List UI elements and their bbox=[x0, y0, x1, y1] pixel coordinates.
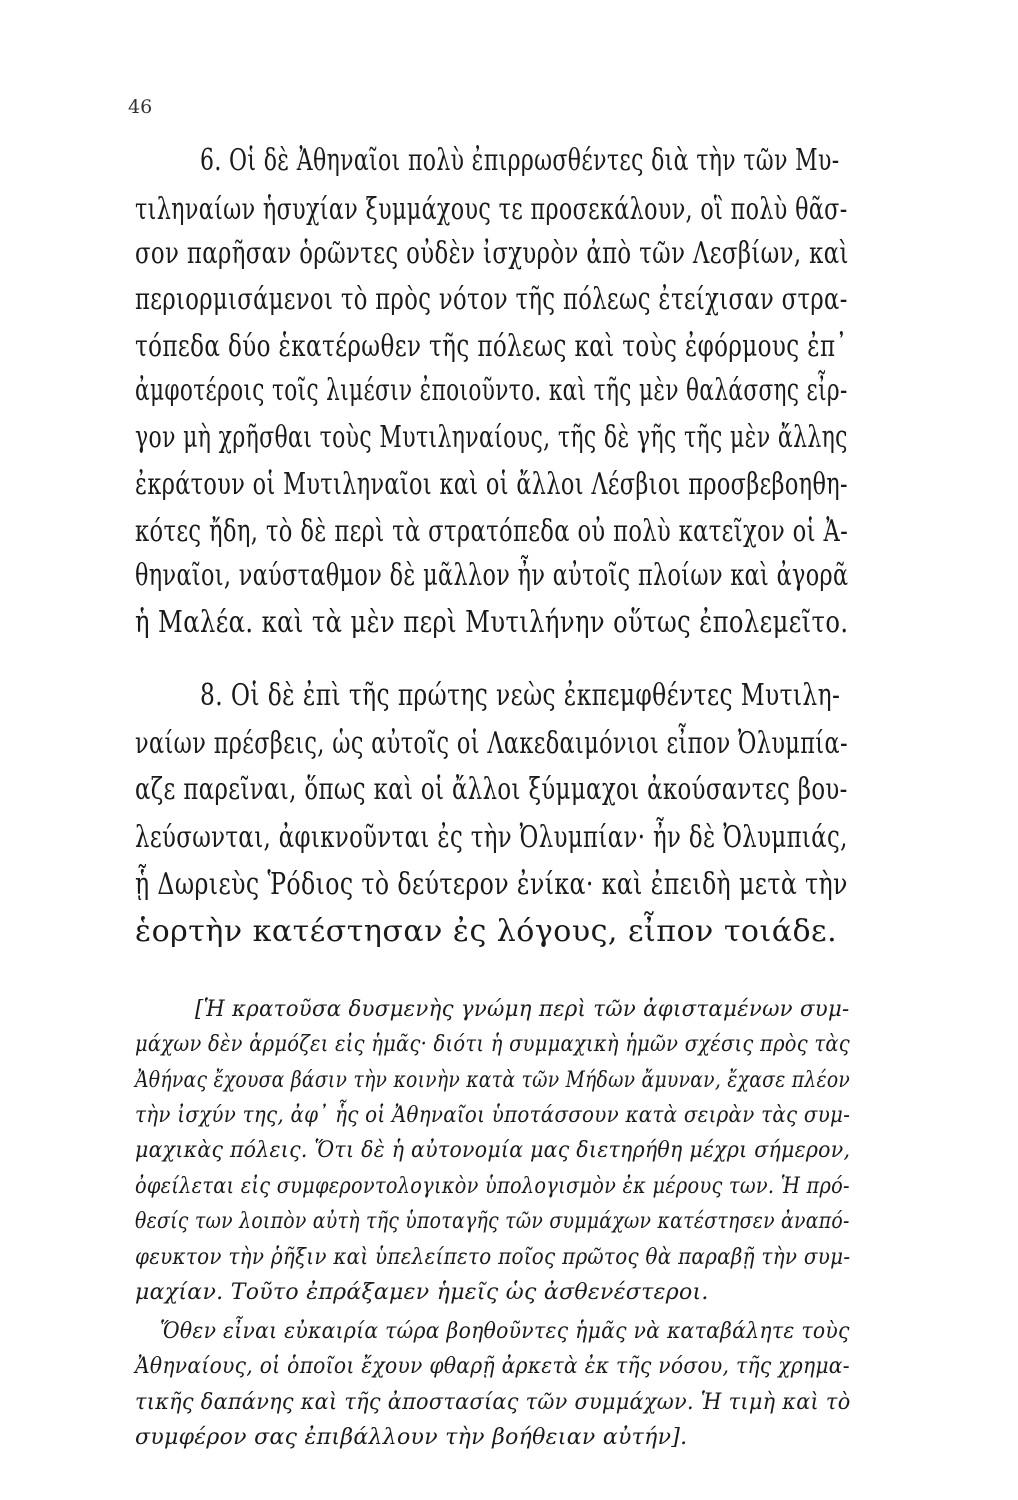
note-line: Ὅθεν εἶναι εὐκαιρία τώρα βοηθοῦντες ἡμᾶς νὰ καταβάλητε τοὺς bbox=[160, 1319, 850, 1344]
text-line: ἡ Μαλέα. καὶ τὰ μὲν περὶ Μυτιλήνην οὕτως ἐπολεμεῖτο. bbox=[135, 605, 849, 640]
note-line: θεσίς των λοιπὸν αὐτὴ τῆς ὑποταγῆς τῶν συμμάχων κατέστησεν ἀναπό- bbox=[135, 1209, 850, 1234]
note-line: μαχικὰς πόλεις. Ὅτι δὲ ἡ αὐτονομία μας διετηρήθη μέχρι σήμερον, bbox=[135, 1138, 851, 1163]
text-line: ἀμφοτέροις τοῖς λιμέσιν ἐποιοῦντο. καὶ τῆς μὲν θαλάσσης εἶρ- bbox=[135, 373, 848, 408]
text-line: κότες ἤδη, τὸ δὲ περὶ τὰ στρατόπεδα οὐ πολὺ κατεῖχον οἱ Ἀ- bbox=[135, 514, 849, 549]
text-line: ναίων πρέσβεις, ὡς αὐτοῖς οἱ Λακεδαιμόνιοι εἶπον Ὀλυμπία- bbox=[135, 726, 848, 761]
text-line: ᾗ Δωριεὺς Ῥόδιος τὸ δεύτερον ἐνίκα· καὶ ἐπειδὴ μετὰ τὴν bbox=[135, 867, 848, 902]
page-number: 46 bbox=[128, 96, 153, 118]
note-line: μαχίαν. Τοῦτο ἐπράξαμεν ἡμεῖς ὡς ἀσθενέστεροι. bbox=[135, 1280, 709, 1305]
note-line: τικῆς δαπάνης καὶ τῆς ἀποστασίας τῶν συμμάχων. Ἡ τιμὴ καὶ τὸ bbox=[135, 1390, 851, 1415]
text-line: αζε παρεῖναι, ὅπως καὶ οἱ ἄλλοι ξύμμαχοι ἀκούσαντες βου- bbox=[135, 772, 848, 807]
text-line: ἑορτὴν κατέστησαν ἐς λόγους, εἶπον τοιάδε. bbox=[135, 914, 838, 949]
text-line: σον παρῆσαν ὁρῶντες οὐδὲν ἰσχυρὸν ἀπὸ τῶν Λεσβίων, καὶ bbox=[135, 236, 849, 271]
note-line: Ἀθήνας ἔχουσα βάσιν τὴν κοινὴν κατὰ τῶν Μήδων ἄμυναν, ἔχασε πλέον bbox=[135, 1068, 851, 1093]
note-line: Ἀθηναίους, οἱ ὁποῖοι ἔχουν φθαρῇ ἀρκετὰ ἐκ τῆς νόσου, τῆς χρημα- bbox=[135, 1354, 850, 1379]
text-line: γον μὴ χρῆσθαι τοὺς Μυτιληναίους, τῆς δὲ γῆς τῆς μὲν ἄλλης bbox=[135, 420, 848, 455]
text-line: περιορμισάμενοι τὸ πρὸς νότον τῆς πόλεως ἐτείχισαν στρα- bbox=[135, 282, 848, 317]
text-line: λεύσωνται, ἀφικνοῦνται ἐς τὴν Ὀλυμπίαν· ἦν δὲ Ὀλυμπιάς, bbox=[135, 820, 848, 855]
note-line: συμφέρον σας ἐπιβάλλουν τὴν βοήθειαν αὐτήν]. bbox=[135, 1425, 688, 1450]
note-line: μάχων δὲν ἁρμόζει εἰς ἡμᾶς· διότι ἡ συμμαχικὴ ἡμῶν σχέσις πρὸς τὰς bbox=[135, 1032, 850, 1057]
note-line: ὀφείλεται εἰς συμφεροντολογικὸν ὑπολογισμὸν ἐκ μέρους των. Ἡ πρό- bbox=[135, 1174, 850, 1199]
note-line: [Ἡ κρατοῦσα δυσμενὴς γνώμη περὶ τῶν ἀφισταμένων συμ- bbox=[195, 997, 850, 1022]
note-line: τὴν ἰσχύν της, ἀφ᾽ ἧς οἱ Ἀθηναῖοι ὑποτάσσουν κατὰ σειρὰν τὰς συμ- bbox=[135, 1103, 851, 1128]
text-line: 6. Οἱ δὲ Ἀθηναῖοι πολὺ ἐπιρρωσθέντες διὰ τὴν τῶν Μυ- bbox=[200, 143, 840, 178]
text-line: ἐκράτουν οἱ Μυτιληναῖοι καὶ οἱ ἄλλοι Λέσβιοι προσβεβοηθη- bbox=[135, 467, 848, 502]
text-line: τόπεδα δύο ἑκατέρωθεν τῆς πόλεως καὶ τοὺς ἐφόρμους ἐπ᾽ bbox=[135, 329, 848, 364]
text-line: 8. Οἱ δὲ ἐπὶ τῆς πρώτης νεὼς ἐκπεμφθέντες Μυτιλη- bbox=[200, 678, 841, 713]
text-line: θηναῖοι, ναύσταθμον δὲ μᾶλλον ἦν αὐτοῖς πλοίων καὶ ἀγορᾶ bbox=[135, 558, 849, 593]
note-line: φευκτον τὴν ῥῆξιν καὶ ὑπελείπετο ποῖος πρῶτος θὰ παραβῇ τὴν συμ- bbox=[135, 1245, 851, 1270]
text-line: τιληναίων ἡσυχίαν ξυμμάχους τε προσεκάλουν, οἳ πολὺ θᾶσ- bbox=[135, 192, 848, 227]
